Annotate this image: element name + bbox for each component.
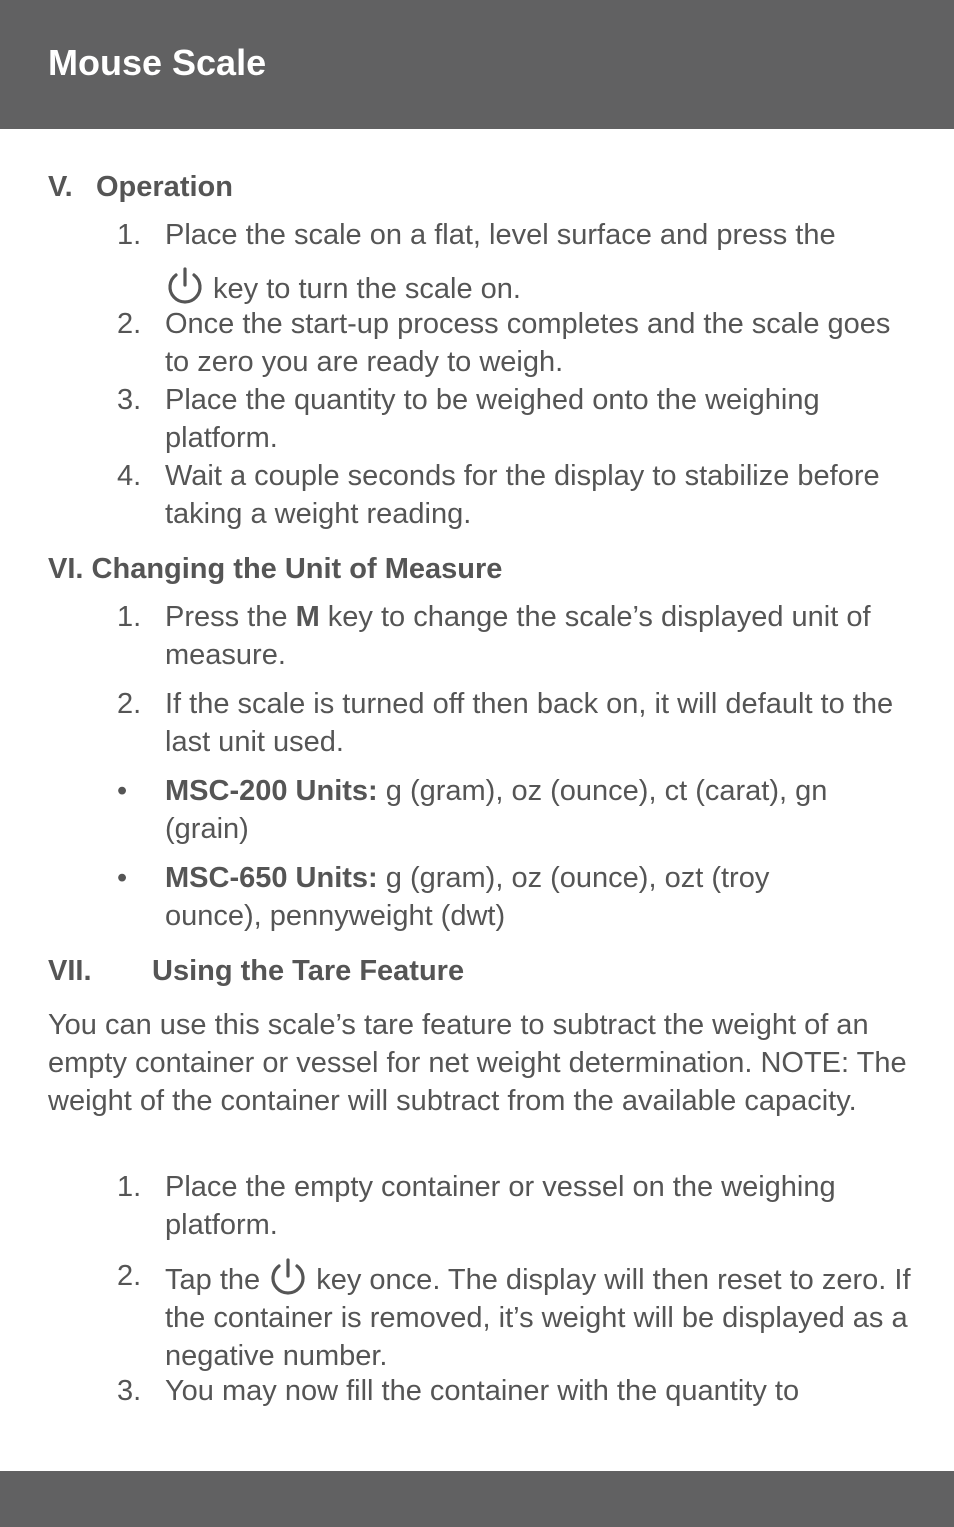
item-text: Place the scale on a flat, level surface and press the [165,219,836,251]
list-marker: 3. [117,1375,142,1407]
list-item [117,457,917,533]
item-text: You may now fill the container with the quantity to [165,1375,800,1407]
item-text: key to turn the scale on. [205,273,521,305]
item-text: If the scale is turned off then back on, it will default to the last unit used. [165,688,894,758]
list-item-continuation [117,266,917,308]
section-title: Using the Tare Feature [152,955,465,987]
page-title: Mouse Scale [48,42,267,83]
list-marker: 2. [117,1260,142,1292]
section-heading-unit [48,551,502,587]
list-item: 2. Tap the key once. The display will then reset to zero. If the container is removed, it’s weight will be displayed as a negative number. [117,1257,917,1375]
list-marker: 1. [117,1171,142,1203]
list-item [117,1168,917,1244]
m-key-label: M [295,601,320,633]
list-item [117,685,917,761]
list-marker: 4. [117,460,142,492]
section-heading-tare [48,953,464,989]
item-text: Wait a couple seconds for the display to stabilize before taking a weight reading. [165,460,880,530]
power-icon [165,266,205,306]
list-marker: 2. [117,308,142,340]
list-item: 1. Press the M key to change the scale’s displayed unit of measure. [117,598,917,674]
bullet-marker: • [117,775,128,807]
section-title: Operation [96,171,233,203]
section-number: VI. [48,553,84,585]
list-item [117,305,917,381]
list-marker: 3. [117,384,142,416]
bullet-item: • MSC-650 Units: g (gram), oz (ounce), ozt (troy ounce), pennyweight (dwt) [117,859,917,935]
section-number: V. [48,171,73,203]
list-marker: 2. [117,688,142,720]
page-footer [0,1471,954,1527]
item-text: Once the start-up process completes and the scale goes to zero you are ready to weigh. [165,308,891,378]
power-icon [268,1257,308,1297]
section-number: VII. [48,955,92,987]
bullet-item: • MSC-200 Units: g (gram), oz (ounce), ct (carat), gn (grain) [117,772,917,848]
section-heading-operation [48,169,233,205]
item-text: Place the quantity to be weighed onto the weighing platform. [165,384,820,454]
section-title: Changing the Unit of Measure [91,553,503,585]
bullet-marker: • [117,862,128,894]
list-marker: 1. [117,601,142,633]
page-header [0,0,954,129]
tare-intro-paragraph: You can use this scale’s tare feature to subtract the weight of an empty container or vessel for net weight determination. NOTE: The weight of the container will subtract from the available capacity. [48,1009,907,1117]
units-label: MSC-200 Units: [165,775,378,807]
units-label: MSC-650 Units: [165,862,378,894]
list-item [117,1372,917,1410]
list-marker: 1. [117,219,142,251]
list-item [117,216,917,254]
list-item [117,381,917,457]
item-text: Place the empty container or vessel on the weighing platform. [165,1171,836,1241]
